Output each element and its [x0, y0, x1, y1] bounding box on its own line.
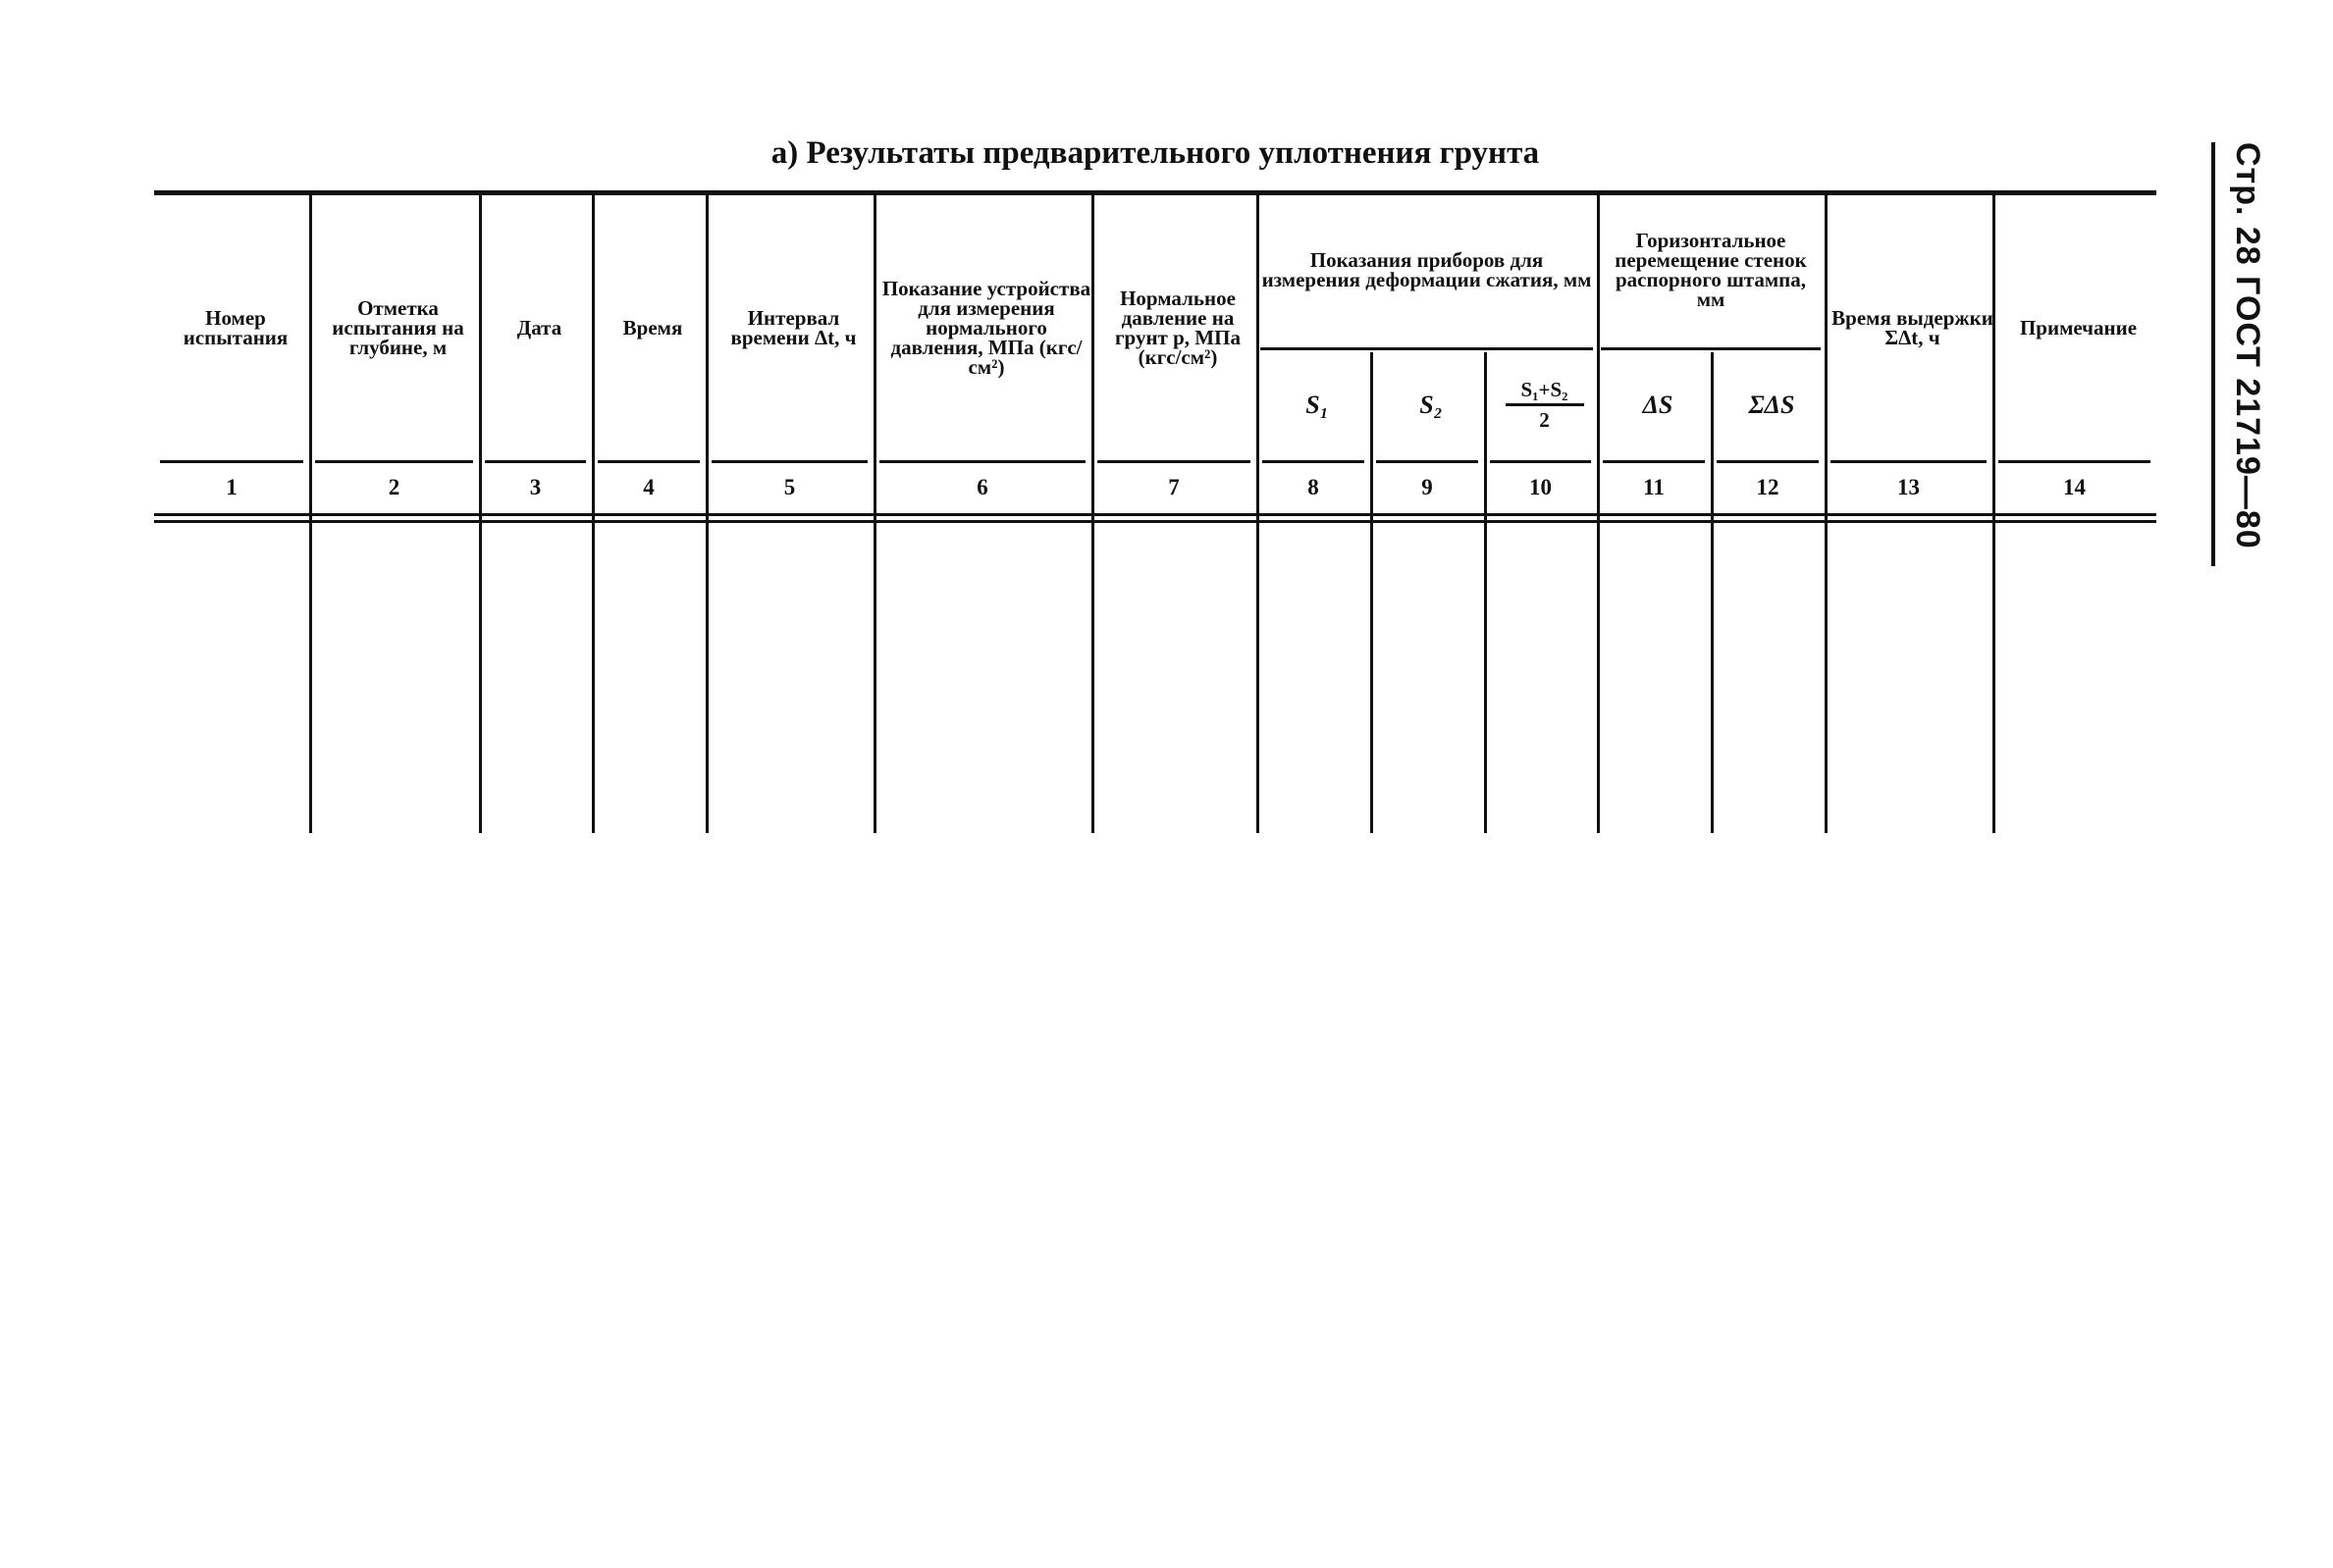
header-rule	[712, 460, 868, 463]
column-header	[481, 198, 598, 456]
header-rule	[1376, 460, 1478, 463]
column-header	[1093, 198, 1262, 456]
header-rule	[1603, 460, 1705, 463]
column-header-label: Нормальное давление на грунт p, МПа (кгс/см²)	[1115, 286, 1241, 369]
column-number: 1	[226, 475, 238, 499]
side-rule	[2211, 142, 2215, 566]
column-number: 2	[388, 475, 400, 499]
column-header-label: Время	[622, 315, 683, 340]
column-header-label: S₂	[1419, 390, 1443, 419]
column-header	[1486, 353, 1603, 456]
group-rule	[1601, 347, 1821, 350]
column-header-label: Показание устройства для измерения нормального давления, МПа (кгс/см²)	[881, 276, 1091, 379]
column-header	[1713, 353, 1830, 456]
column-header-label: ΣΔS	[1748, 390, 1795, 419]
header-rule	[1717, 460, 1819, 463]
group-header: Показания приборов для измерения деформации сжатия, мм	[1261, 248, 1592, 291]
header-rule	[1490, 460, 1591, 463]
column-header-label: Дата	[516, 315, 562, 340]
column-header-label: Номер испытания	[183, 305, 289, 349]
top-rule	[154, 190, 2156, 195]
column-header	[311, 198, 485, 456]
group-rule	[1260, 347, 1593, 350]
column-header-label: ΔS	[1642, 390, 1673, 419]
header-rule	[879, 460, 1086, 463]
fraction-denominator: 2	[1539, 408, 1550, 432]
column-number: 10	[1529, 475, 1552, 499]
header-rule	[1262, 460, 1364, 463]
table-title: а) Результаты предварительного уплотнения грунта	[770, 135, 1540, 171]
page-label: Стр. 28 ГОСТ 21719—80	[2229, 142, 2266, 549]
column-divider	[1597, 195, 1600, 833]
column-header	[1994, 198, 2162, 456]
double-rule-1	[154, 513, 2156, 516]
column-header	[594, 198, 712, 456]
column-header-label: Интервал времени Δt, ч	[730, 305, 857, 349]
column-header	[1827, 198, 1998, 456]
column-number: 11	[1643, 475, 1665, 499]
header-rule	[315, 460, 473, 463]
column-header	[708, 198, 879, 456]
column-header-label: Отметка испытания на глубине, м	[332, 295, 464, 359]
column-number: 7	[1168, 475, 1180, 499]
fraction-numerator: S₁+S₂	[1520, 378, 1568, 401]
column-header	[1258, 353, 1376, 456]
column-number: 8	[1307, 475, 1319, 499]
column-header-label: Время выдержки ΣΔt, ч	[1831, 305, 1993, 349]
column-number: 5	[783, 475, 796, 499]
column-header	[1599, 353, 1717, 456]
header-rule	[485, 460, 586, 463]
fraction-bar	[1506, 403, 1584, 406]
header-rule	[1097, 460, 1250, 463]
column-header	[1372, 353, 1490, 456]
column-header-label: Примечание	[2019, 315, 2138, 340]
column-number: 14	[2063, 475, 2086, 499]
header-rule	[598, 460, 700, 463]
column-number: 3	[529, 475, 542, 499]
column-number: 13	[1897, 475, 1920, 499]
column-header	[875, 198, 1097, 456]
column-number: 6	[977, 475, 988, 499]
column-number: 12	[1756, 475, 1779, 499]
double-rule-2	[154, 520, 2156, 523]
column-number: 4	[643, 475, 655, 499]
header-rule	[160, 460, 303, 463]
header-rule	[1830, 460, 1987, 463]
column-header	[156, 198, 315, 456]
column-header-label: S₁	[1305, 390, 1329, 419]
header-rule	[1998, 460, 2150, 463]
column-number: 9	[1421, 475, 1433, 499]
group-header: Горизонтальное перемещение стенок распорного штампа, мм	[1615, 229, 1807, 311]
